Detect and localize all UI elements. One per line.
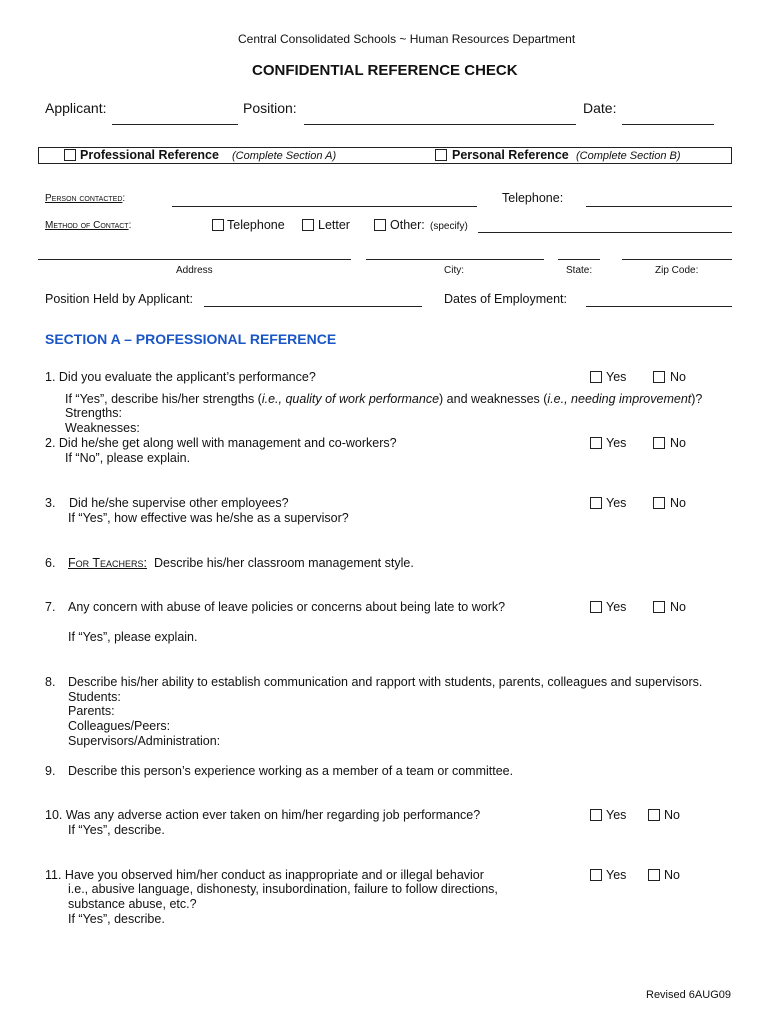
question-10: 10. Was any adverse action ever taken on him/her regarding job performance? (45, 808, 481, 822)
question-2-followup: If “No”, please explain. (65, 451, 191, 465)
method-letter-label: Letter (318, 218, 350, 232)
q11-no-checkbox[interactable] (648, 869, 660, 881)
method-letter-checkbox[interactable] (302, 219, 314, 231)
personal-reference-label: Personal Reference (452, 148, 569, 162)
question-11-followup: If “Yes”, describe. (68, 912, 165, 926)
q7-yes-checkbox[interactable] (590, 601, 602, 613)
question-7-followup: If “Yes”, please explain. (68, 630, 198, 644)
zip-field[interactable] (622, 259, 732, 260)
method-other-specify: (specify) (430, 221, 468, 232)
date-label: Date: (583, 100, 617, 116)
q10-yes-checkbox[interactable] (590, 809, 602, 821)
applicant-label: Applicant: (45, 100, 107, 116)
method-other-checkbox[interactable] (374, 219, 386, 231)
city-field[interactable] (366, 259, 544, 260)
q2-yes-label: Yes (606, 436, 627, 450)
professional-reference-checkbox[interactable] (64, 149, 76, 161)
q10-no-label: No (664, 808, 680, 822)
q8-parents-label: Parents: (68, 704, 115, 718)
professional-reference-label: Professional Reference (80, 148, 219, 162)
applicant-field[interactable] (112, 124, 238, 125)
method-telephone-checkbox[interactable] (212, 219, 224, 231)
question-8: Describe his/her ability to establish communication and rapport with students, parents, colleagues and supervisors. (68, 675, 703, 689)
q1-no-label: No (670, 370, 686, 384)
date-field[interactable] (622, 124, 714, 125)
question-7: Any concern with abuse of leave policies or concerns about being late to work? (68, 600, 506, 614)
zip-label: Zip Code: (655, 265, 699, 276)
org-header: Central Consolidated Schools ~ Human Resources Department (238, 32, 576, 46)
q3-yes-checkbox[interactable] (590, 497, 602, 509)
question-11: 11. Have you observed him/her conduct as inappropriate and or illegal behavior (45, 868, 484, 882)
q2-yes-checkbox[interactable] (590, 437, 602, 449)
question-11-line-2: i.e., abusive language, dishonesty, insubordination, failure to follow directions, (68, 882, 498, 896)
position-held-label: Position Held by Applicant: (45, 292, 194, 306)
method-other-field[interactable] (478, 232, 732, 233)
revision-note: Revised 6AUG09 (646, 989, 731, 1001)
q3-yes-label: Yes (606, 496, 627, 510)
q1-yes-label: Yes (606, 370, 627, 384)
q10-yes-label: Yes (606, 808, 627, 822)
city-label: City: (444, 265, 464, 276)
personal-reference-checkbox[interactable] (435, 149, 447, 161)
question-3: Did he/she supervise other employees? (69, 496, 289, 510)
q11-no-label: No (664, 868, 680, 882)
question-10-followup: If “Yes”, describe. (68, 823, 165, 837)
question-11-line-3: substance abuse, etc.? (68, 897, 197, 911)
method-other-label: Other: (390, 218, 425, 232)
q3-no-label: No (670, 496, 686, 510)
question-6: For Teachers: Describe his/her classroom management style. (68, 556, 414, 570)
method-telephone-label: Telephone (227, 218, 285, 232)
page-title: CONFIDENTIAL REFERENCE CHECK (252, 62, 518, 79)
question-1-followup: If “Yes”, describe his/her strengths (i.e., quality of work performance) and weaknesses (i.e., needing improvement)? (65, 392, 703, 406)
position-label: Position: (243, 100, 297, 116)
personal-reference-note: (Complete Section B) (576, 150, 681, 162)
state-label: State: (566, 265, 593, 276)
position-field[interactable] (304, 124, 576, 125)
dates-of-employment-field[interactable] (586, 306, 732, 307)
address-field[interactable] (38, 259, 351, 260)
q1-weaknesses-label: Weaknesses: (65, 421, 140, 435)
question-3-number: 3. (45, 496, 56, 510)
question-1: 1. Did you evaluate the applicant’s performance? (45, 370, 316, 384)
q8-colleagues-label: Colleagues/Peers: (68, 719, 171, 733)
question-9: Describe this person’s experience working as a member of a team or committee. (68, 764, 514, 778)
state-field[interactable] (558, 259, 600, 260)
q1-strengths-label: Strengths: (65, 406, 122, 420)
q2-no-label: No (670, 436, 686, 450)
question-9-number: 9. (45, 764, 56, 778)
question-2: 2. Did he/she get along well with management and co-workers? (45, 436, 397, 450)
q1-no-checkbox[interactable] (653, 371, 665, 383)
dates-of-employment-label: Dates of Employment: (444, 292, 567, 306)
q3-no-checkbox[interactable] (653, 497, 665, 509)
q7-yes-label: Yes (606, 600, 627, 614)
q8-supervisors-label: Supervisors/Administration: (68, 734, 221, 748)
q1-yes-checkbox[interactable] (590, 371, 602, 383)
question-3-followup: If “Yes”, how effective was he/she as a supervisor? (68, 511, 349, 525)
telephone-field[interactable] (586, 206, 732, 207)
q11-yes-checkbox[interactable] (590, 869, 602, 881)
method-of-contact-label: Method of Contact: (45, 220, 132, 231)
q7-no-label: No (670, 600, 686, 614)
q10-no-checkbox[interactable] (648, 809, 660, 821)
q11-yes-label: Yes (606, 868, 627, 882)
person-contacted-label: Person contacted: (45, 193, 126, 204)
question-6-number: 6. (45, 556, 56, 570)
section-a-heading: SECTION A – PROFESSIONAL REFERENCE (45, 331, 337, 347)
question-7-number: 7. (45, 600, 56, 614)
telephone-label: Telephone: (502, 191, 564, 205)
q7-no-checkbox[interactable] (653, 601, 665, 613)
person-contacted-field[interactable] (172, 206, 477, 207)
address-label: Address (176, 265, 213, 276)
question-8-number: 8. (45, 675, 56, 689)
q2-no-checkbox[interactable] (653, 437, 665, 449)
position-held-field[interactable] (204, 306, 422, 307)
q8-students-label: Students: (68, 690, 121, 704)
professional-reference-note: (Complete Section A) (232, 150, 337, 162)
